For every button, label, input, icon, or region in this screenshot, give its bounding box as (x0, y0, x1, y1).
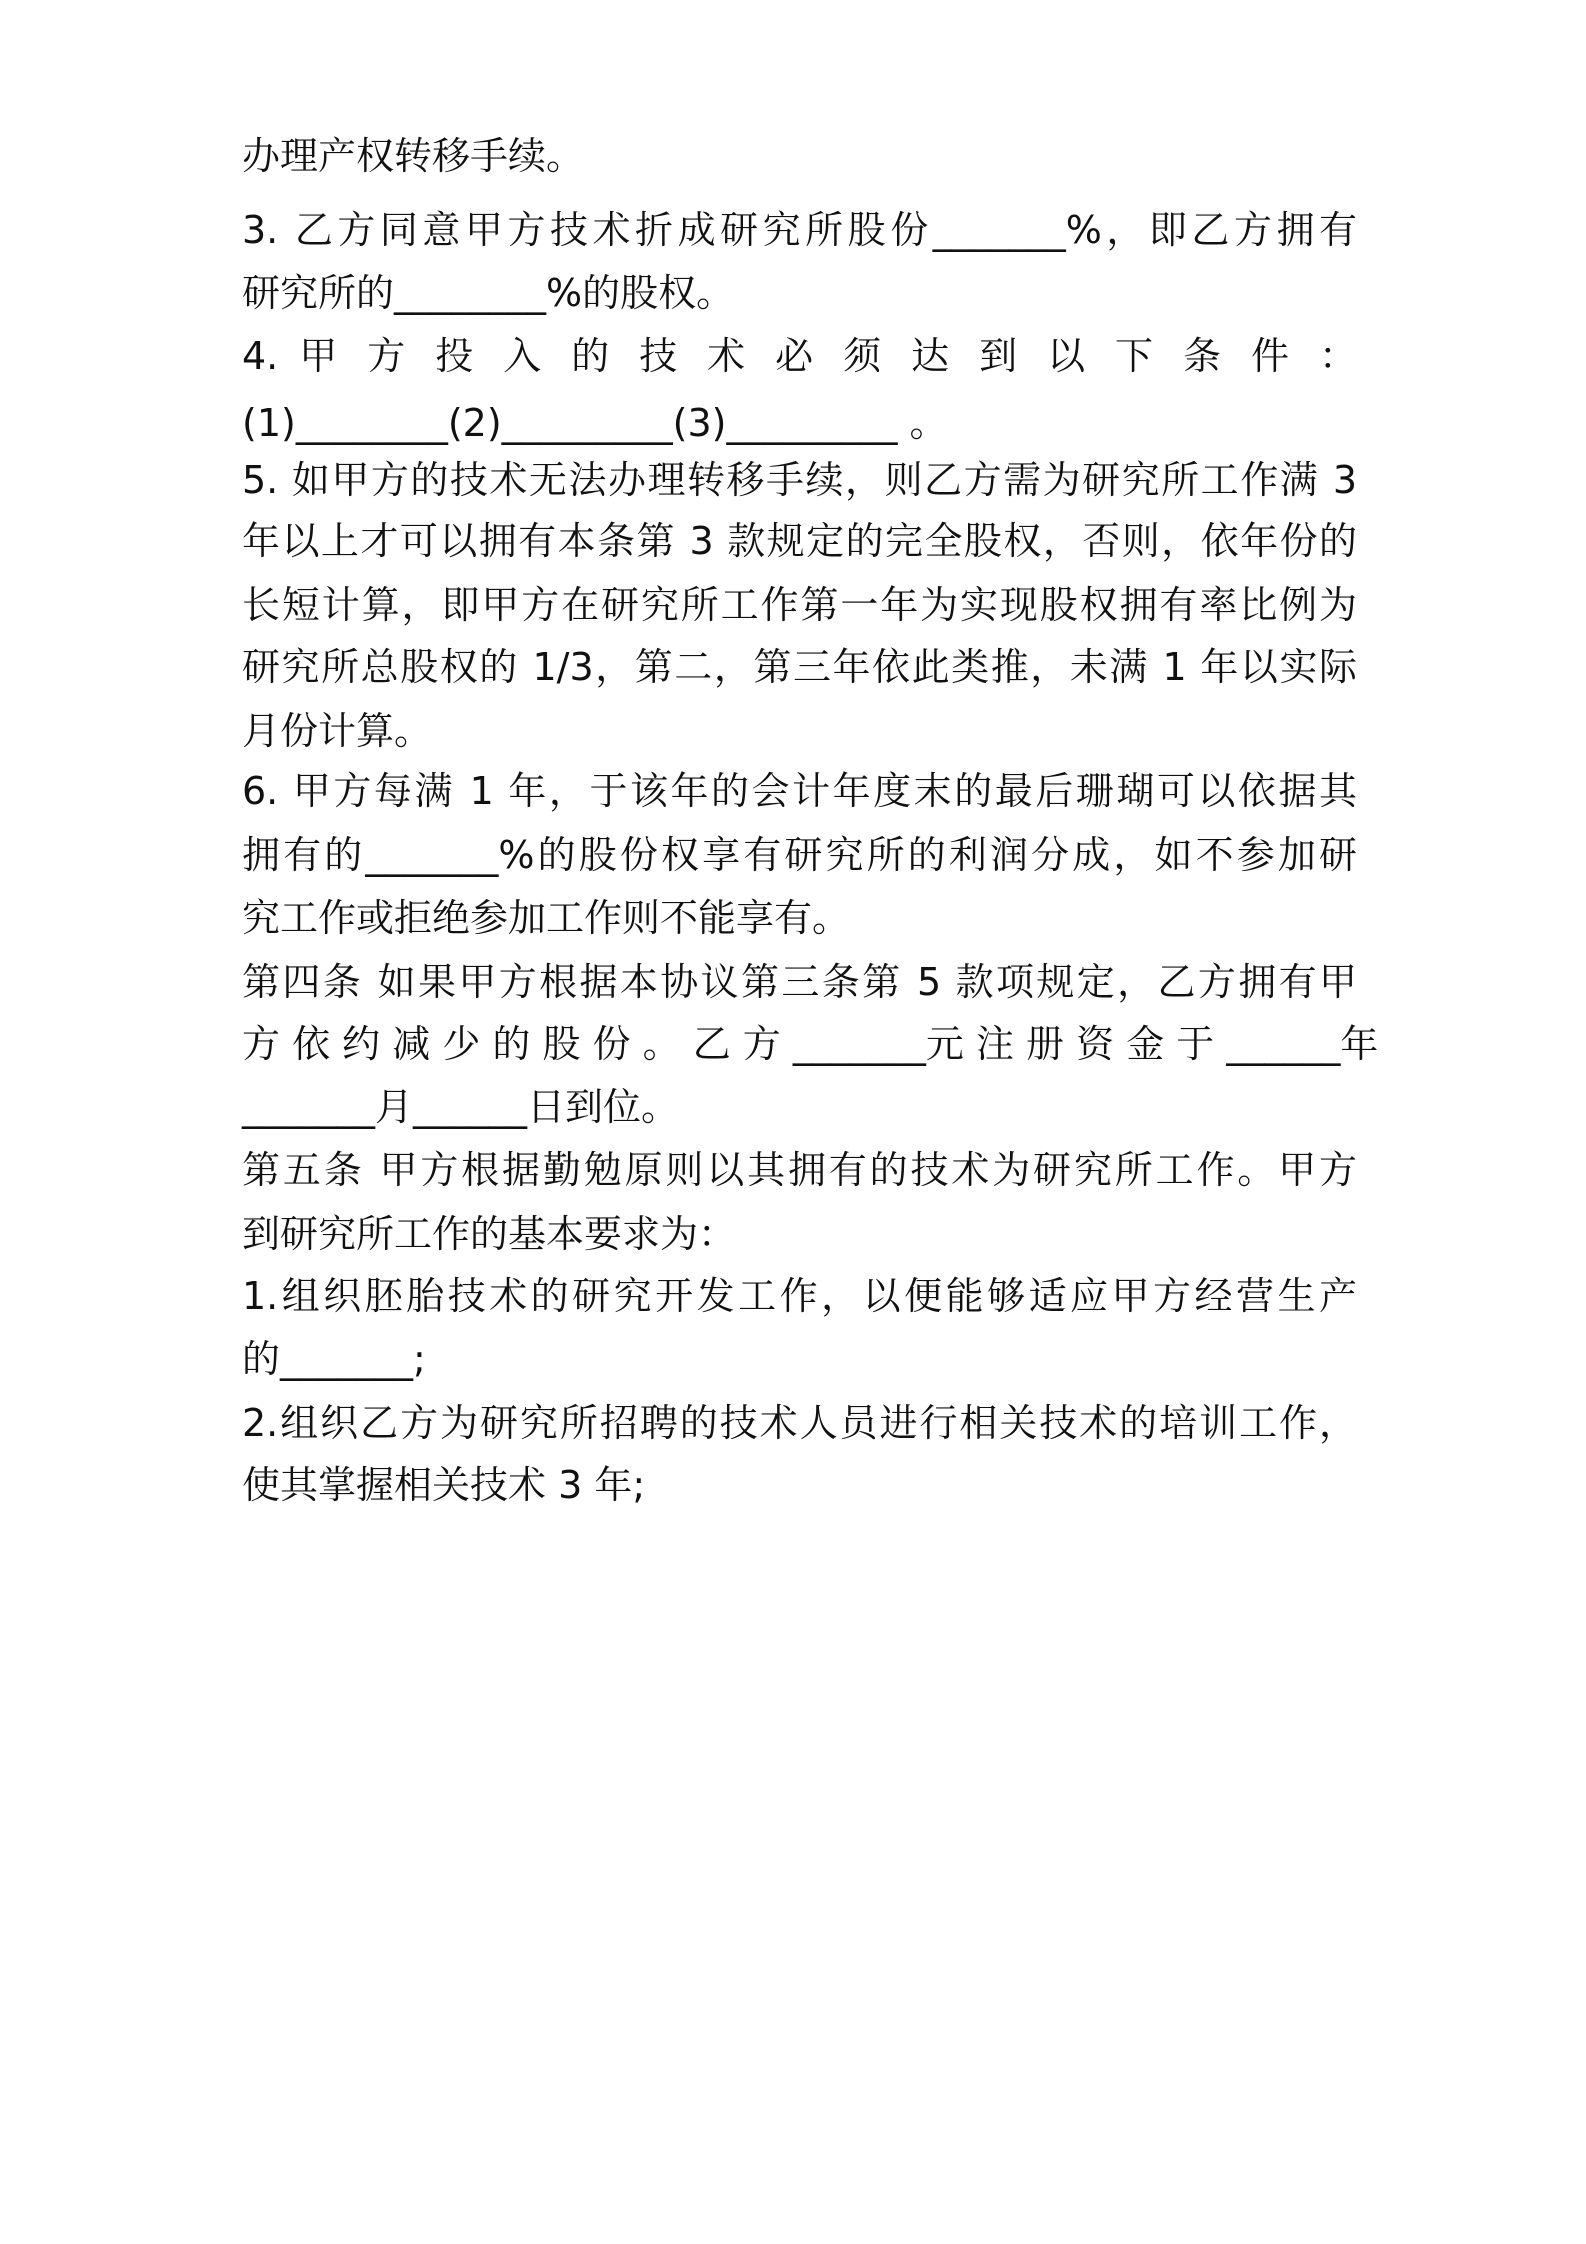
text-line: 4. 甲 方 投 入 的 技 术 必 须 达 到 以 下 条 件 ： (242, 334, 1357, 378)
text-line: 3. 乙方同意甲方技术折成研究所股份_______%，即乙方拥有 (242, 208, 1357, 252)
text-line: 研究所的________%的股权。 (242, 271, 735, 315)
text-line: 方 依 约 减 少 的 股 份 。 乙 方 _______元 注 册 资 金 于 ______年 (242, 1022, 1379, 1066)
text-line: 长短计算，即甲方在研究所工作第一年为实现股权拥有率比例为 (242, 583, 1357, 627)
text-line: 拥有的_______%的股份权享有研究所的利润分成，如不参加研 (242, 833, 1357, 877)
text-line: 5. 如甲方的技术无法办理转移手续，则乙方需为研究所工作满 3 (242, 458, 1357, 502)
text-line: 第五条 甲方根据勤勉原则以其拥有的技术为研究所工作。甲方 (242, 1148, 1357, 1192)
text-line: 2.组织乙方为研究所招聘的技术人员进行相关技术的培训工作， (242, 1401, 1357, 1445)
text-line: (1)________(2)_________(3)_________ 。 (242, 401, 948, 445)
text-line: _______月______日到位。 (242, 1085, 680, 1129)
text-line: 月份计算。 (242, 709, 433, 753)
text-line: 究工作或拒绝参加工作则不能享有。 (242, 896, 851, 940)
text-line: 的_______; (242, 1337, 426, 1381)
text-line: 到研究所工作的基本要求为： (242, 1212, 737, 1256)
text-line: 使其掌握相关技术 3 年; (242, 1463, 646, 1507)
text-line: 第四条 如果甲方根据本协议第三条第 5 款项规定，乙方拥有甲 (242, 960, 1357, 1004)
text-line: 6. 甲方每满 1 年，于该年的会计年度末的最后珊瑚可以依据其 (242, 769, 1357, 813)
text-line: 办理产权转移手续。 (242, 134, 585, 178)
text-line: 年以上才可以拥有本条第 3 款规定的完全股权，否则，依年份的 (242, 519, 1357, 563)
text-line: 研究所总股权的 1/3，第二，第三年依此类推，未满 1 年以实际 (242, 645, 1357, 689)
text-line: 1.组织胚胎技术的研究开发工作，以便能够适应甲方经营生产 (242, 1274, 1357, 1318)
